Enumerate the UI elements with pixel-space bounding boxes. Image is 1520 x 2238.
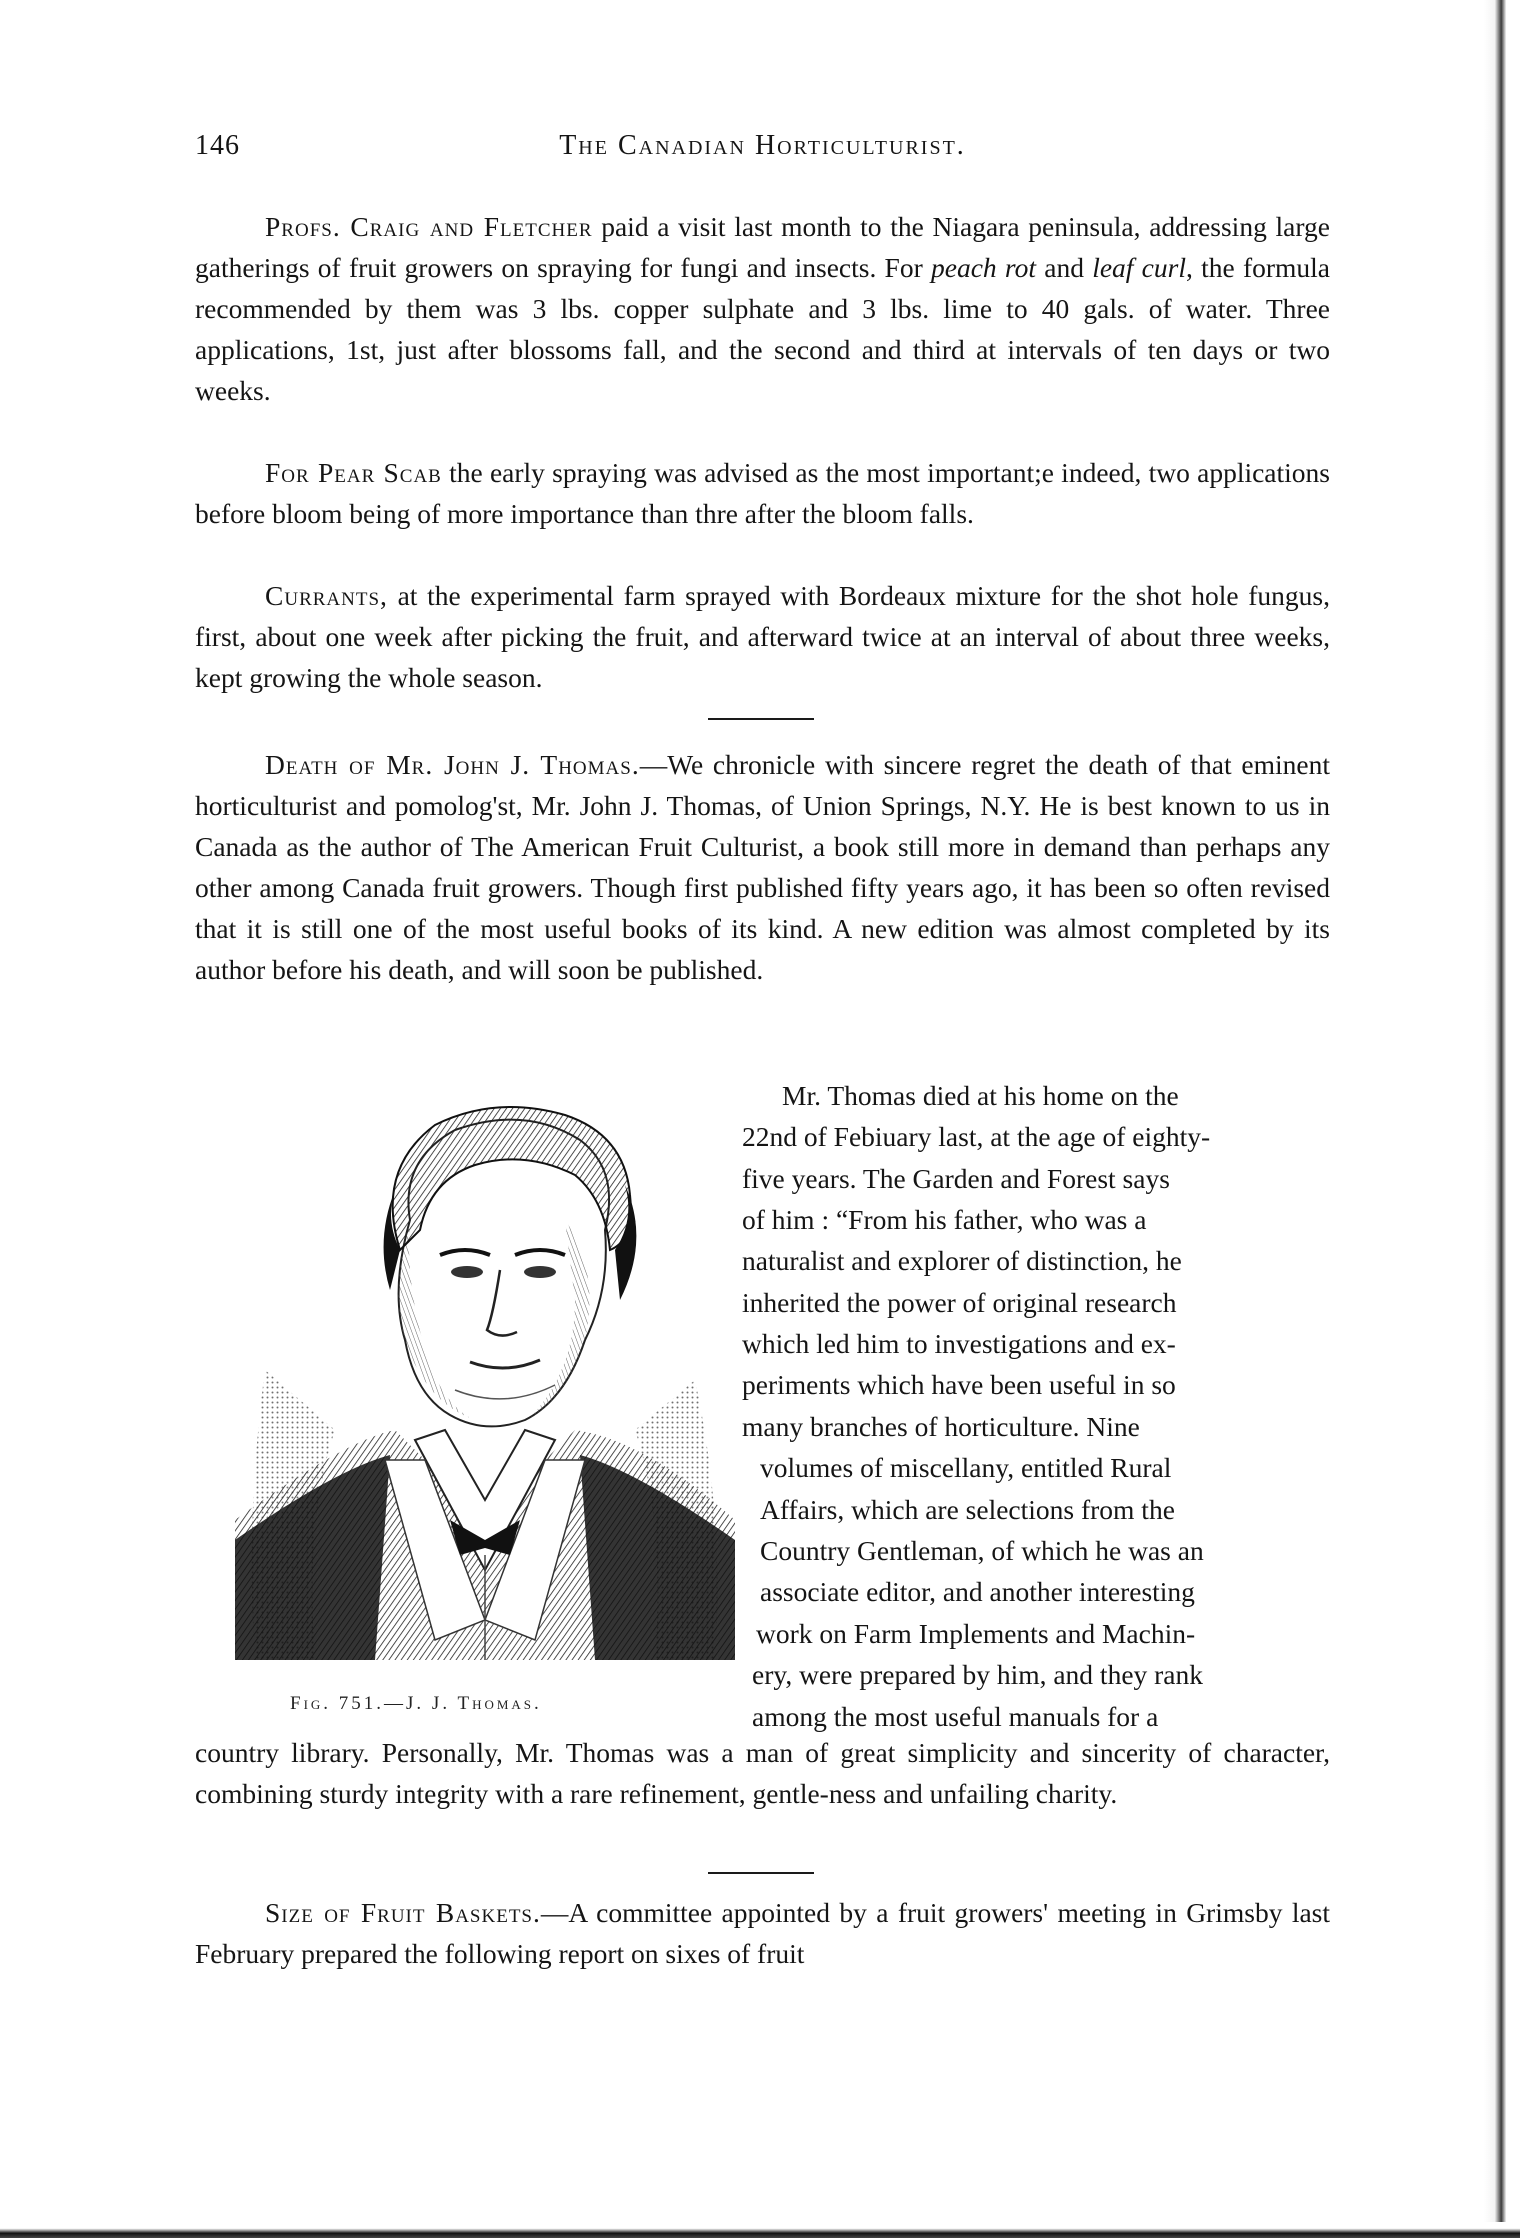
article-pear-scab (195, 452, 1330, 534)
column-line-2: 22nd of Febiuary last, at the age of eighty- (742, 1121, 1211, 1152)
column-line-3: five years. The Garden and Forest says (742, 1163, 1170, 1194)
running-title: The Canadian Horticulturist. (559, 130, 966, 161)
article-spraying-text-2: and (1036, 252, 1093, 283)
article-spraying-text-3: , the formula recommended by them was 3 lbs. copper sulphate and 3 lbs. lime to 40 gals. of water. Three applications, 1st, just after blossoms fall, and the second and third at intervals of ten days or two weeks. (195, 252, 1330, 406)
page-binding-edge (1484, 0, 1520, 2238)
page-bottom-edge (0, 2222, 1520, 2238)
column-line-6: inherited the power of original research (742, 1287, 1177, 1318)
column-line-13: associate editor, and another interesting (760, 1576, 1195, 1607)
article-pear-scab-text: the early spraying was advised as the most important;e indeed, two applications before bloom being of more importance than thre after the bloom falls. (195, 457, 1330, 529)
column-line-15: ery, were prepared by him, and they rank (752, 1659, 1204, 1690)
section-divider-2 (708, 1872, 814, 1874)
portrait-engraving (225, 1100, 745, 1680)
column-line-12: Country Gentleman, of which he was an (760, 1535, 1204, 1566)
article-death-continuation: country library. Personally, Mr. Thomas was a man of great simplicity and sincerity of character, combining sturdy integrity with a rare refinement, gentle-ness and unfailing charity. (195, 1737, 1330, 1809)
article-baskets (195, 1892, 1330, 1974)
column-line-9: many branches of horticulture. Nine (742, 1411, 1140, 1442)
column-line-11: Affairs, which are selections from the (760, 1494, 1175, 1525)
article-death-lead: Death of Mr. John J. Thomas. (265, 749, 640, 780)
figure-caption: Fig. 751.—J. J. Thomas. (290, 1693, 542, 1714)
article-death (195, 744, 1330, 990)
column-line-8: periments which have been useful in so (742, 1369, 1176, 1400)
article-spraying-text-1: paid a visit last month to the Niagara peninsula, addressing large gatherings of fruit growers on spraying for fungi and insects. For (195, 211, 1330, 283)
article-currants-lead: Currants, (265, 580, 388, 611)
article-baskets-lead: Size of Fruit Baskets. (265, 1897, 541, 1928)
article-currants (195, 575, 1330, 698)
column-line-1: Mr. Thomas died at his home on the (782, 1080, 1179, 1111)
section-divider (708, 718, 814, 720)
article-spraying-italic-2: leaf curl (1092, 252, 1186, 283)
page-number: 146 (195, 130, 240, 161)
page-header (195, 130, 1330, 174)
column-line-5: naturalist and explorer of distinction, he (742, 1245, 1182, 1276)
article-baskets-text: —A committee appointed by a fruit growers' meeting in Grimsby last February prepared the following report on sixes of fruit (195, 1897, 1331, 1969)
portrait-illustration (225, 1100, 745, 1680)
article-spraying-lead: Profs. Craig and Fletcher (265, 211, 593, 242)
article-death-text: —We chronicle with sincere regret the death of that eminent horticulturist and pomolog'st, Mr. John J. Thomas, of Union Springs, N.Y. He is best known to us in Canada as the author of The American Fruit Culturist, a book still more in demand than perhaps any other among Canada fruit growers. Though first published fifty years ago, it has been so often revised that it is still one of the most useful books of its kind. A new edition was almost completed by its author before his death, and will soon be published. (195, 749, 1330, 985)
column-line-4: of him : “From his father, who was a (742, 1204, 1147, 1235)
article-spraying-italic-1: peach rot (931, 252, 1036, 283)
column-line-10: volumes of miscellany, entitled Rural (760, 1452, 1172, 1483)
column-line-16: among the most useful manuals for a (752, 1701, 1159, 1732)
column-line-7: which led him to investigations and ex- (742, 1328, 1176, 1359)
article-currants-text: at the experimental farm sprayed with Bordeaux mixture for the shot hole fungus, first, about one week after picking the fruit, and afterward twice at an interval of about three weeks, kept growing the whole season. (195, 580, 1330, 693)
article-pear-scab-lead: For Pear Scab (265, 457, 442, 488)
article-spraying (195, 206, 1330, 411)
column-line-14: work on Farm Implements and Machin- (756, 1618, 1196, 1649)
